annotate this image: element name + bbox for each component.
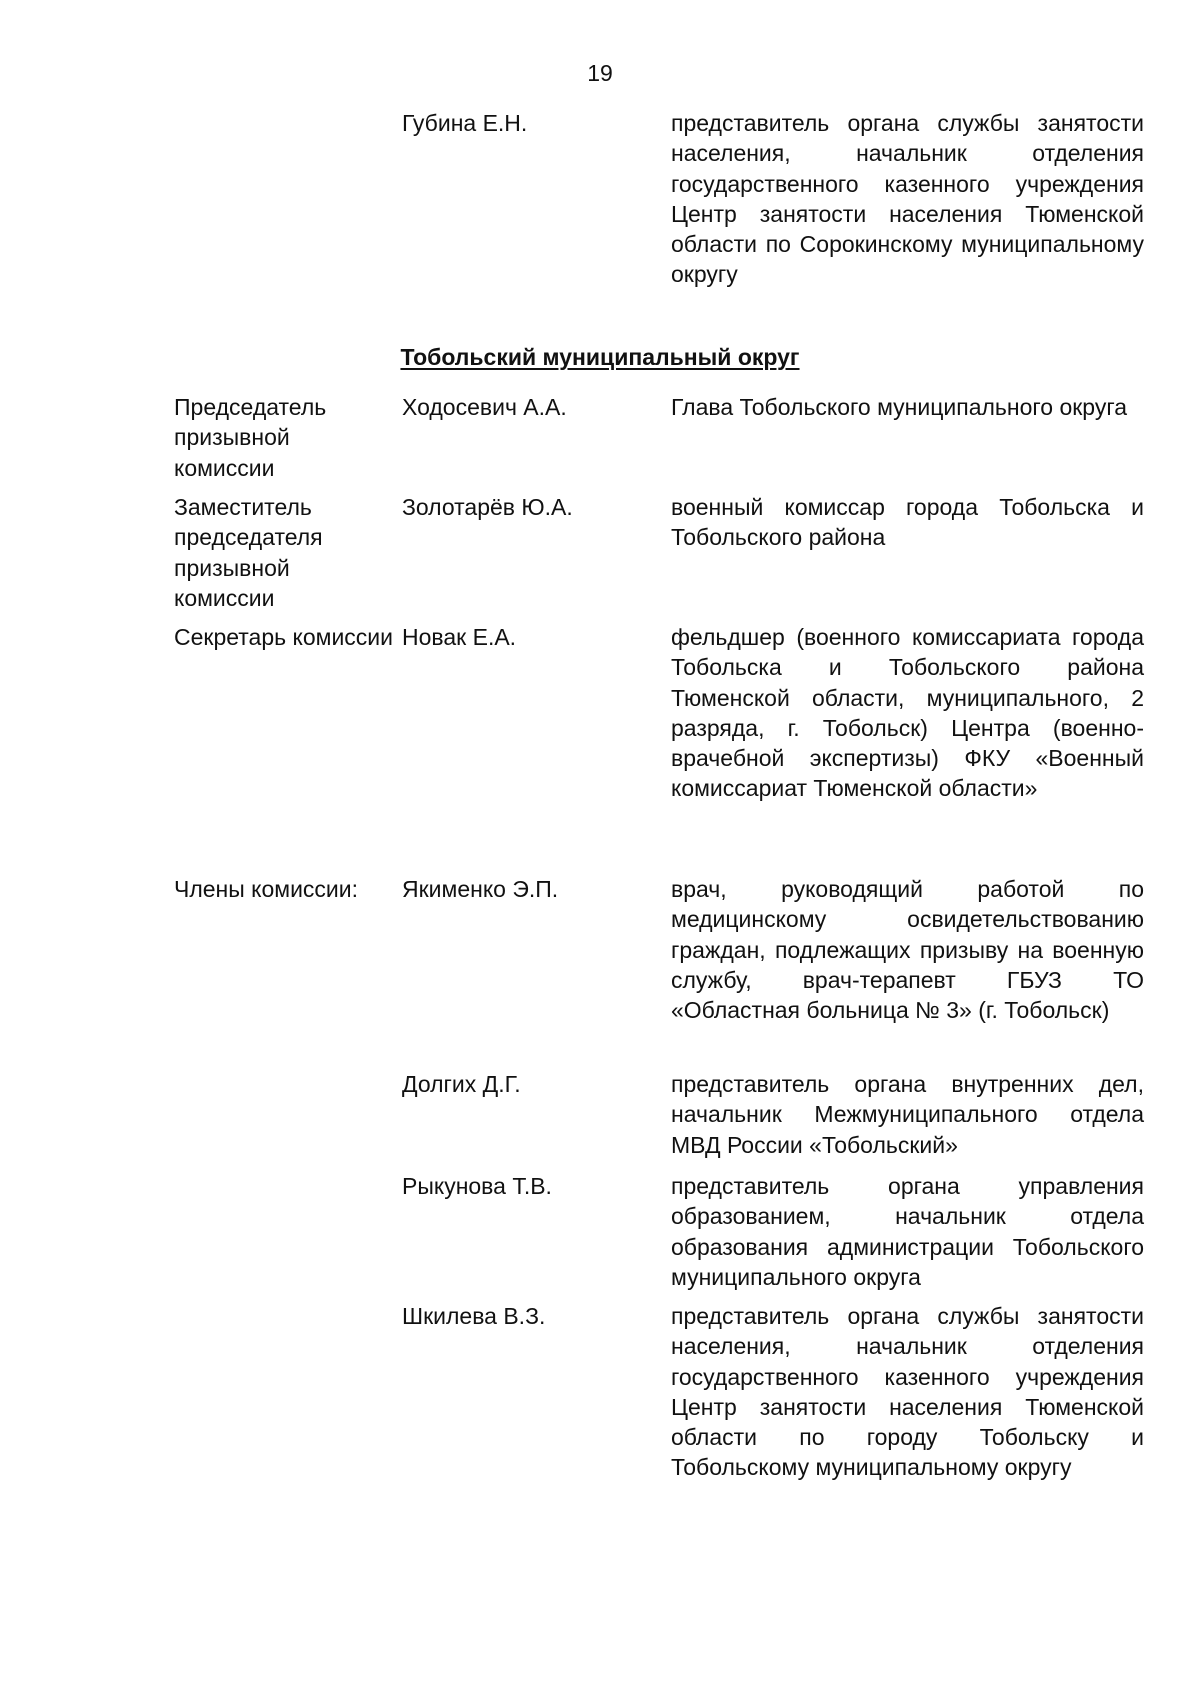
role-label: Председатель призывной комиссии bbox=[174, 394, 327, 481]
member-name: Шкилева В.З. bbox=[402, 1303, 546, 1329]
member-name: Ходосевич А.А. bbox=[402, 394, 567, 420]
role-label: Секретарь комиссии bbox=[174, 624, 393, 650]
member-name: Долгих Д.Г. bbox=[402, 1071, 521, 1097]
section-title: Тобольский муниципальный округ bbox=[400, 344, 800, 370]
role-label: Заместитель председателя призывной комиссии bbox=[174, 494, 323, 611]
member-description: Глава Тобольского муниципального округа bbox=[671, 394, 1128, 420]
member-description: фельдшер (военного комиссариата города Тобольска и Тобольского района Тюменской области, муниципального, 2 разряда, г. Тобольск) Центра (военно-врачебной экспертизы) ФКУ «Военный комиссариат Тюменской области» bbox=[671, 624, 1144, 802]
member-name: Золотарёв Ю.А. bbox=[402, 494, 573, 520]
member-name: Якименко Э.П. bbox=[402, 876, 559, 902]
member-name: Новак Е.А. bbox=[402, 624, 517, 650]
member-name: Рыкунова Т.В. bbox=[402, 1173, 552, 1199]
member-description: военный комиссар города Тобольска и Тобольского района bbox=[671, 494, 1144, 551]
member-description: представитель органа службы занятости населения, начальник отделения государственного казенного учреждения Центр занятости населения Тюменской области по Сорокинскому муниципальному округу bbox=[671, 110, 1144, 288]
section-heading bbox=[0, 342, 1200, 372]
member-description: представитель органа управления образованием, начальник отдела образования администрации Тобольского муниципального округа bbox=[671, 1173, 1144, 1290]
member-description: врач, руководящий работой по медицинскому освидетельствованию граждан, подлежащих призыву на военную службу, врач-терапевт ГБУЗ ТО «Областная больница № 3» (г. Тобольск) bbox=[671, 876, 1144, 1024]
member-name: Губина Е.Н. bbox=[402, 110, 528, 136]
members-label: Члены комиссии: bbox=[174, 876, 359, 902]
page-number: 19 bbox=[587, 60, 613, 86]
member-description: представитель органа внутренних дел, начальник Межмуниципального отдела МВД России «Тобольский» bbox=[671, 1071, 1144, 1158]
member-description: представитель органа службы занятости населения, начальник отделения государственного казенного учреждения Центр занятости населения Тюменской области по городу Тобольску и Тобольскому муниципальному округу bbox=[671, 1303, 1144, 1481]
